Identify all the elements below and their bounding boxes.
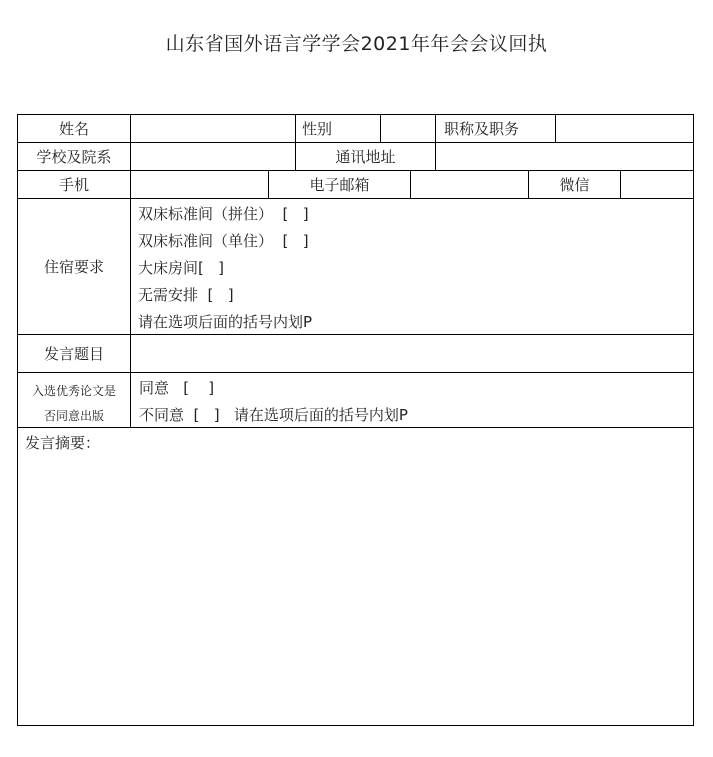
paper-agree-option[interactable]: 同意 [ ]: [139, 379, 215, 397]
gender-label: 性别: [302, 120, 333, 138]
lodging-option-double[interactable]: 大床房间[ ]: [138, 259, 225, 277]
col-divider: [295, 114, 296, 142]
abstract-field[interactable]: [18, 455, 693, 725]
title-position-label: 职称及职务: [444, 120, 520, 138]
gender-field[interactable]: [381, 115, 435, 142]
lodging-option-twin-single[interactable]: 双床标准间（单住） [ ]: [138, 232, 309, 250]
title-position-field[interactable]: [556, 115, 693, 142]
row-divider: [17, 372, 694, 373]
abstract-label: 发言摘要：: [25, 434, 101, 452]
wechat-label: 微信: [559, 176, 590, 194]
email-label: 电子邮箱: [309, 176, 370, 194]
form-title: 山东省国外语言学学会2021年年会会议回执: [165, 33, 548, 55]
school-label: 学校及院系: [36, 148, 112, 166]
name-label: 姓名: [58, 120, 89, 138]
phone-label: 手机: [58, 176, 89, 194]
row-divider: [17, 427, 694, 428]
lodging-option-twin-shared[interactable]: 双床标准间（拼住） [ ]: [138, 205, 309, 223]
school-field[interactable]: [131, 143, 295, 170]
lodging-option-none[interactable]: 无需安排 [ ]: [138, 286, 234, 304]
wechat-field[interactable]: [621, 171, 693, 198]
paper-disagree-option[interactable]: 不同意 [ ] 请在选项后面的括号内划P: [139, 406, 408, 424]
phone-field[interactable]: [131, 171, 268, 198]
lodging-label: 住宿要求: [43, 258, 104, 276]
topic-field[interactable]: [131, 335, 693, 372]
paper-label-line2: 否同意出版: [43, 409, 104, 423]
address-field[interactable]: [436, 143, 693, 170]
email-field[interactable]: [411, 171, 528, 198]
paper-label-line1: 入选优秀论文是: [31, 384, 116, 398]
lodging-note: 请在选项后面的括号内划P: [138, 313, 313, 331]
name-field[interactable]: [131, 115, 295, 142]
table-border-bottom: [17, 725, 694, 726]
table-border-right: [693, 114, 694, 726]
col-divider: [435, 114, 436, 142]
topic-label: 发言题目: [43, 345, 104, 363]
address-label: 通讯地址: [335, 148, 396, 166]
